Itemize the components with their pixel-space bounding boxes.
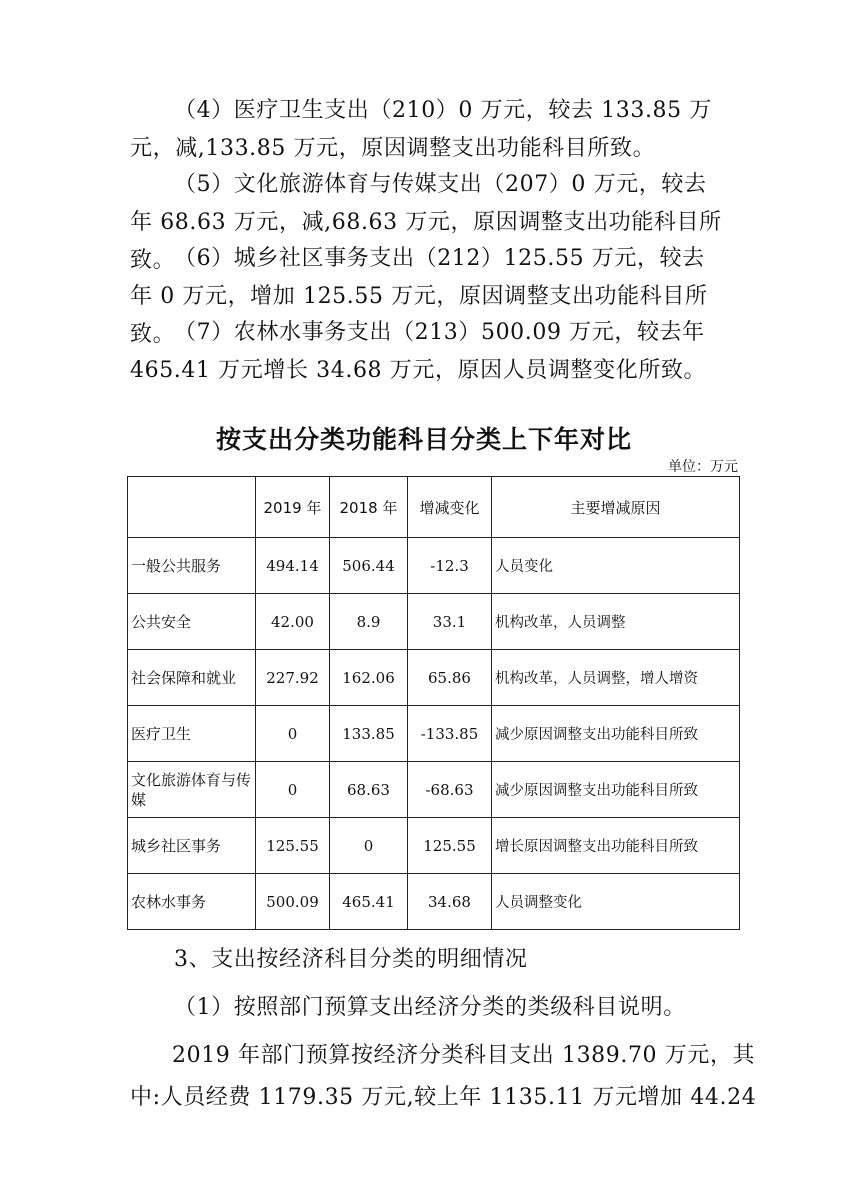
row-2018-value: 133.85 [330, 706, 408, 762]
row-change-value: 125.55 [408, 818, 492, 874]
row-2019-value: 125.55 [256, 818, 330, 874]
expenditure-comparison-table [127, 476, 740, 930]
paragraph-medical-health: （4）医疗卫生支出（210）0 万元，较去 133.85 万元，减,133.85 万元，原因调整支出功能科目所致。 [130, 98, 712, 161]
row-reason: 增长原因调整支出功能科目所致 [492, 818, 740, 874]
paragraph-urban-rural: （6）城乡社区事务支出（212）125.55 万元，较去年 0 万元，增加 125.55 万元，原因调整支出功能科目所致。 [130, 246, 708, 347]
row-2018-value: 465.41 [330, 874, 408, 930]
row-2019-value: 42.00 [256, 594, 330, 650]
sub-heading: （1）按照部门预算支出经济分类的类级科目说明。 [174, 995, 686, 1020]
row-category: 城乡社区事务 [128, 818, 256, 874]
closing-paragraph-line-2: 中:人员经费 1179.35 万元,较上年 1135.11 万元增加 44.24 [130, 1085, 757, 1110]
row-category: 医疗卫生 [128, 706, 256, 762]
row-2019-value: 500.09 [256, 874, 330, 930]
table-row [128, 650, 740, 706]
row-2019-value: 227.92 [256, 650, 330, 706]
table-row [128, 818, 740, 874]
row-2019-value: 494.14 [256, 538, 330, 594]
table-header-row [128, 477, 740, 538]
row-reason: 减少原因调整支出功能科目所致 [492, 762, 740, 818]
header-category [128, 477, 256, 538]
row-category: 农林水事务 [128, 874, 256, 930]
row-reason: 机构改革，人员调整 [492, 594, 740, 650]
row-2018-value: 0 [330, 818, 408, 874]
table-row [128, 706, 740, 762]
table-unit: 单位：万元 [668, 459, 738, 475]
closing-paragraph-line-1: 2019 年部门预算按经济分类科目支出 1389.70 万元，其 [172, 1043, 756, 1068]
header-2018: 2018 年 [330, 477, 408, 538]
row-2018-value: 162.06 [330, 650, 408, 706]
header-change: 增减变化 [408, 477, 492, 538]
row-category: 社会保障和就业 [128, 650, 256, 706]
table-title: 按支出分类功能科目分类上下年对比 [215, 425, 632, 454]
table-row [128, 874, 740, 930]
header-2019: 2019 年 [256, 477, 330, 538]
row-2018-value: 506.44 [330, 538, 408, 594]
row-reason: 减少原因调整支出功能科目所致 [492, 706, 740, 762]
row-reason: 人员变化 [492, 538, 740, 594]
table-row [128, 538, 740, 594]
row-2018-value: 8.9 [330, 594, 408, 650]
row-change-value: -12.3 [408, 538, 492, 594]
row-change-value: 34.68 [408, 874, 492, 930]
row-change-value: 65.86 [408, 650, 492, 706]
row-category: 文化旅游体育与传媒 [128, 762, 256, 818]
row-reason: 人员调整变化 [492, 874, 740, 930]
table-row [128, 762, 740, 818]
section-heading: 3、支出按经济科目分类的明细情况 [174, 947, 528, 972]
paragraph-agriculture: （7）农林水事务支出（213）500.09 万元，较去年 465.41 万元增长 34.68 万元，原因人员调整变化所致。 [130, 320, 713, 383]
row-2019-value: 0 [256, 762, 330, 818]
row-2019-value: 0 [256, 706, 330, 762]
row-category: 公共安全 [128, 594, 256, 650]
row-change-value: -133.85 [408, 706, 492, 762]
paragraph-culture-tourism: （5）文化旅游体育与传媒支出（207）0 万元，较去年 68.63 万元，减,68.63 万元，原因调整支出功能科目所致。 [130, 172, 722, 273]
table-row [128, 594, 740, 650]
row-reason: 机构改革，人员调整，增人增资 [492, 650, 740, 706]
row-2018-value: 68.63 [330, 762, 408, 818]
row-change-value: -68.63 [408, 762, 492, 818]
row-change-value: 33.1 [408, 594, 492, 650]
row-category: 一般公共服务 [128, 538, 256, 594]
header-reason: 主要增减原因 [492, 477, 740, 538]
